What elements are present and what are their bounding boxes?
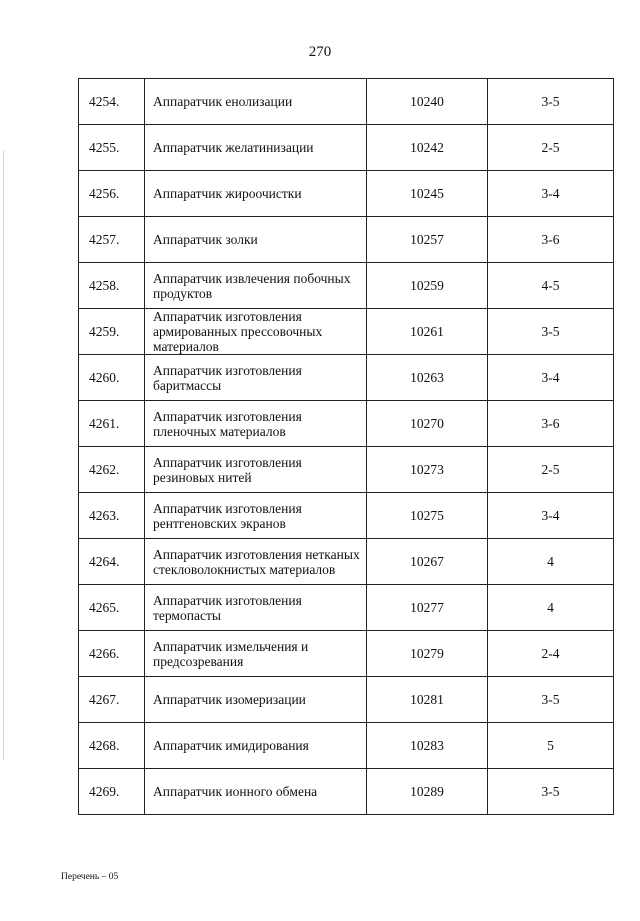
table-row [79, 79, 614, 125]
profession-code: 10263 [367, 355, 488, 401]
table-row [79, 309, 614, 355]
grade-range: 4-5 [488, 263, 614, 309]
row-number: 4258. [79, 263, 145, 309]
profession-code: 10289 [367, 769, 488, 815]
row-number: 4265. [79, 585, 145, 631]
grade-range: 4 [488, 585, 614, 631]
row-number: 4261. [79, 401, 145, 447]
grade-range: 2-4 [488, 631, 614, 677]
table-row [79, 493, 614, 539]
grade-range: 5 [488, 723, 614, 769]
profession-code: 10267 [367, 539, 488, 585]
table-body [79, 79, 614, 815]
table-row [79, 631, 614, 677]
profession-table [78, 78, 614, 815]
row-number: 4267. [79, 677, 145, 723]
page-number: 270 [308, 44, 332, 60]
profession-name: Аппаратчик изомеризации [145, 677, 367, 723]
profession-name: Аппаратчик изготовления нетканых стекловолокнистых материалов [145, 539, 367, 585]
footer-label: Перечень – 05 [61, 872, 119, 882]
row-number: 4259. [79, 309, 145, 355]
profession-code: 10279 [367, 631, 488, 677]
profession-code: 10270 [367, 401, 488, 447]
row-number: 4254. [79, 79, 145, 125]
profession-code: 10275 [367, 493, 488, 539]
profession-code: 10261 [367, 309, 488, 355]
grade-range: 3-5 [488, 309, 614, 355]
profession-name: Аппаратчик измельчения и предсозревания [145, 631, 367, 677]
table-row [79, 723, 614, 769]
profession-code: 10277 [367, 585, 488, 631]
profession-code: 10242 [367, 125, 488, 171]
table-row [79, 539, 614, 585]
table-row [79, 355, 614, 401]
profession-name: Аппаратчик золки [145, 217, 367, 263]
grade-range: 3-4 [488, 355, 614, 401]
profession-code: 10245 [367, 171, 488, 217]
profession-name: Аппаратчик изготовления термопасты [145, 585, 367, 631]
profession-code: 10240 [367, 79, 488, 125]
profession-code: 10283 [367, 723, 488, 769]
grade-range: 2-5 [488, 447, 614, 493]
row-number: 4264. [79, 539, 145, 585]
row-number: 4257. [79, 217, 145, 263]
profession-code: 10259 [367, 263, 488, 309]
table-row [79, 677, 614, 723]
profession-name: Аппаратчик изготовления баритмассы [145, 355, 367, 401]
profession-name: Аппаратчик ионного обмена [145, 769, 367, 815]
grade-range: 3-5 [488, 769, 614, 815]
table-row [79, 585, 614, 631]
profession-name: Аппаратчик имидирования [145, 723, 367, 769]
row-number: 4255. [79, 125, 145, 171]
table-row [79, 401, 614, 447]
row-number: 4262. [79, 447, 145, 493]
table-row [79, 125, 614, 171]
grade-range: 3-6 [488, 217, 614, 263]
profession-code: 10273 [367, 447, 488, 493]
profession-name: Аппаратчик жироочистки [145, 171, 367, 217]
profession-code: 10257 [367, 217, 488, 263]
profession-code: 10281 [367, 677, 488, 723]
table-row [79, 447, 614, 493]
grade-range: 4 [488, 539, 614, 585]
profession-name: Аппаратчик изготовления армированных прессовочных материалов [145, 309, 367, 355]
profession-name: Аппаратчик извлечения побочных продуктов [145, 263, 367, 309]
row-number: 4269. [79, 769, 145, 815]
row-number: 4266. [79, 631, 145, 677]
profession-name: Аппаратчик изготовления пленочных материалов [145, 401, 367, 447]
grade-range: 3-4 [488, 171, 614, 217]
row-number: 4268. [79, 723, 145, 769]
profession-name: Аппаратчик изготовления рентгеновских экранов [145, 493, 367, 539]
profession-name: Аппаратчик желатинизации [145, 125, 367, 171]
profession-name: Аппаратчик изготовления резиновых нитей [145, 447, 367, 493]
row-number: 4256. [79, 171, 145, 217]
grade-range: 2-5 [488, 125, 614, 171]
table-row [79, 769, 614, 815]
grade-range: 3-5 [488, 677, 614, 723]
grade-range: 3-4 [488, 493, 614, 539]
table-row [79, 217, 614, 263]
grade-range: 3-6 [488, 401, 614, 447]
row-number: 4263. [79, 493, 145, 539]
scan-edge-line [3, 150, 4, 760]
row-number: 4260. [79, 355, 145, 401]
profession-name: Аппаратчик енолизации [145, 79, 367, 125]
table-row [79, 263, 614, 309]
table-row [79, 171, 614, 217]
grade-range: 3-5 [488, 79, 614, 125]
